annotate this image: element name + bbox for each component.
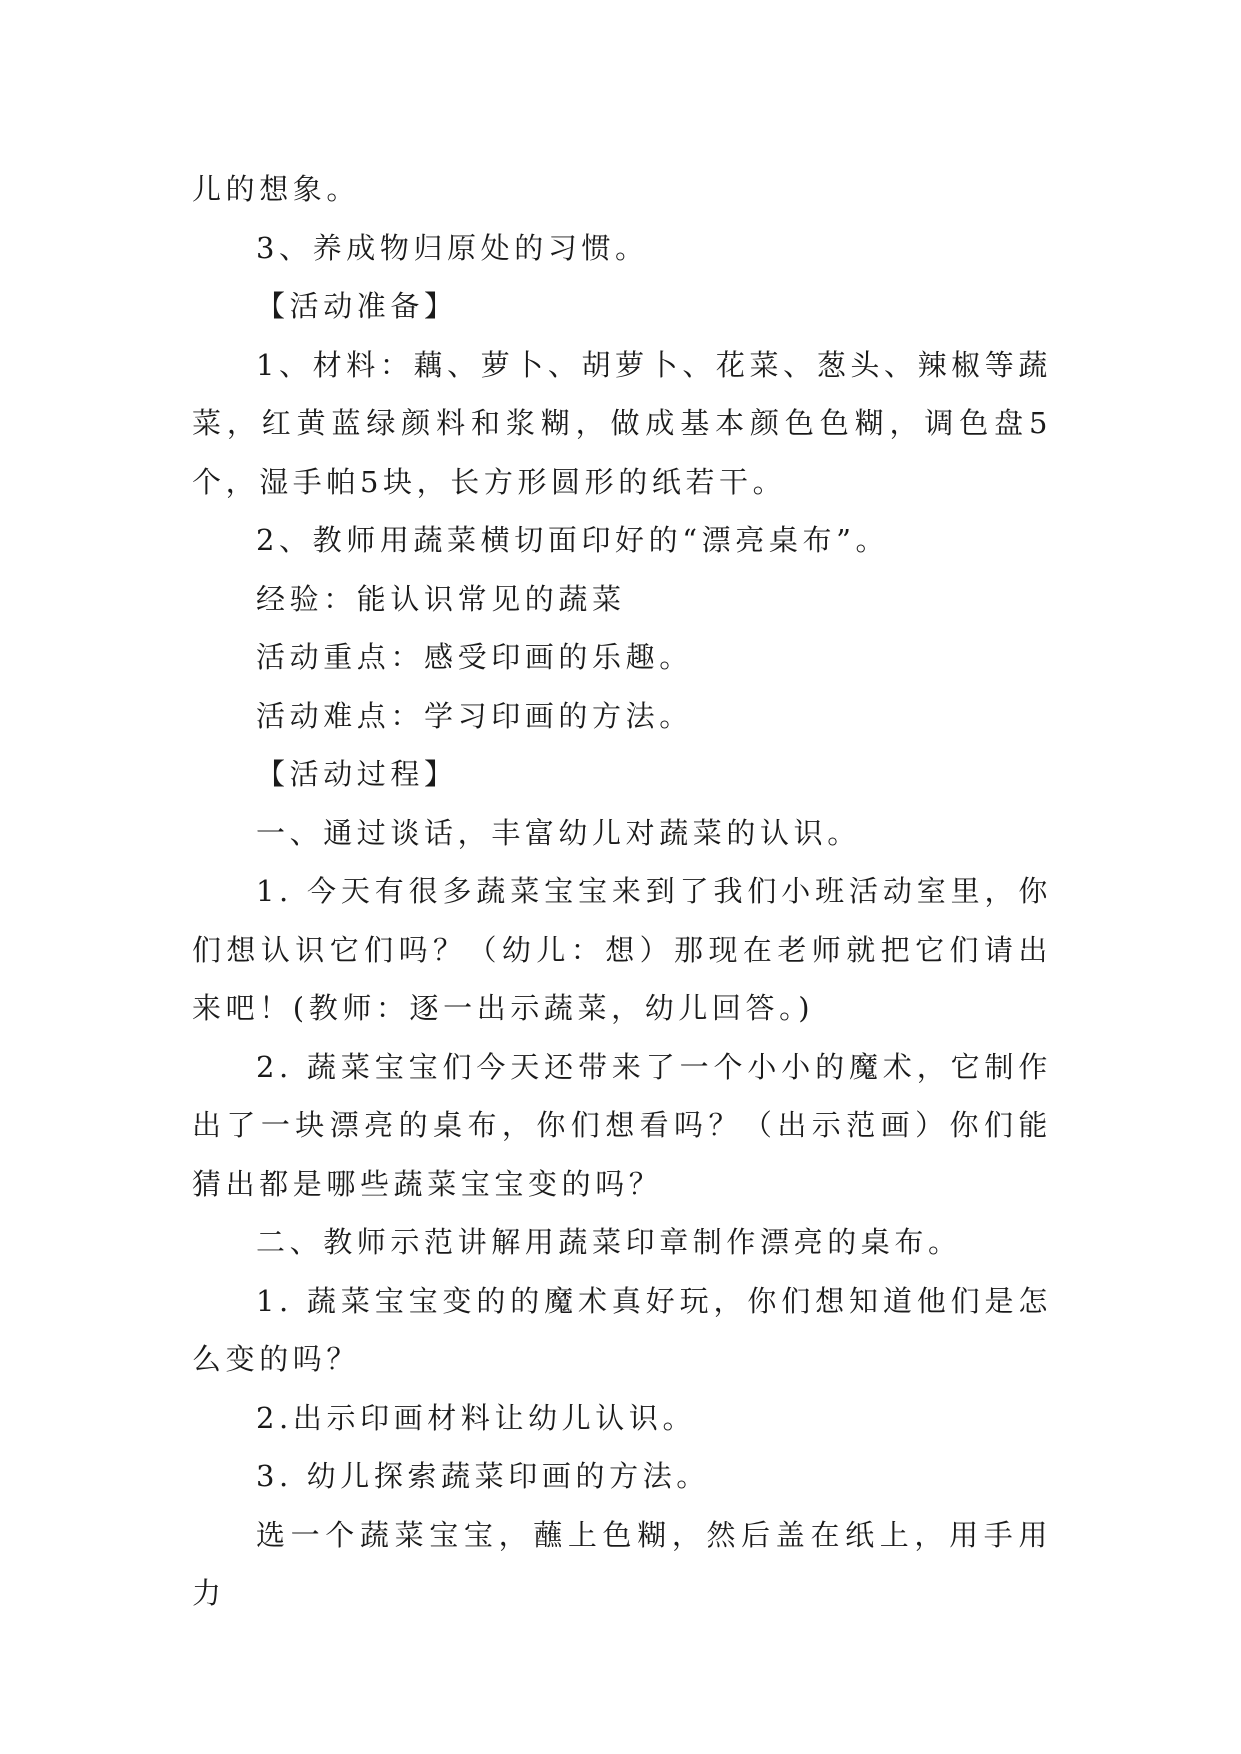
paragraph-2: 3、养成物归原处的习惯。: [256, 230, 649, 265]
paragraph-difficulty: 活动难点：学习印画的方法。: [256, 698, 693, 733]
paragraph-step-1-2: 2. 蔬菜宝宝们今天还带来了一个小小的魔术，它制作出了一块漂亮的桌布，你们想看吗？（出示范画）你们能猜出都是哪些蔬菜宝宝变的吗？: [192, 1049, 1052, 1201]
document-body: [192, 160, 1052, 1623]
paragraph-step-2-2: 2.出示印画材料让幼儿认识。: [256, 1400, 697, 1435]
paragraph-step-1-1: 1. 今天有很多蔬菜宝宝来到了我们小班活动室里，你们想认识它们吗？（幼儿：想）那现在老师就把它们请出来吧！(教师：逐一出示蔬菜，幼儿回答。): [192, 874, 1052, 1025]
paragraph-step-2-3: 3. 幼儿探索蔬菜印画的方法。: [256, 1459, 710, 1493]
section-heading-preparation: 【活动准备】: [256, 289, 458, 323]
paragraph-instructions: 选一个蔬菜宝宝，蘸上色糊，然后盖在纸上，用手用力: [192, 1517, 1052, 1610]
paragraph-step-2-1: 1. 蔬菜宝宝变的的魔术真好玩，你们想知道他们是怎么变的吗？: [192, 1283, 1052, 1376]
paragraph-step-2: 二、教师示范讲解用蔬菜印章制作漂亮的桌布。: [256, 1225, 962, 1259]
section-heading-process: 【活动过程】: [256, 757, 458, 791]
paragraph-experience: 经验：能认识常见的蔬菜: [256, 581, 626, 616]
paragraph-key-point: 活动重点：感受印画的乐趣。: [256, 640, 693, 674]
paragraph-materials: 1、材料：藕、萝卜、胡萝卜、花菜、葱头、辣椒等蔬菜，红黄蓝绿颜料和浆糊，做成基本颜色色糊，调色盘5个，湿手帕5块，长方形圆形的纸若干。: [192, 347, 1052, 499]
paragraph-1: 儿的想象。: [192, 172, 361, 206]
paragraph-step-1: 一、通过谈话，丰富幼儿对蔬菜的认识。: [256, 815, 861, 850]
paragraph-tablecloth: 2、教师用蔬菜横切面印好的“漂亮桌布”。: [256, 523, 890, 557]
